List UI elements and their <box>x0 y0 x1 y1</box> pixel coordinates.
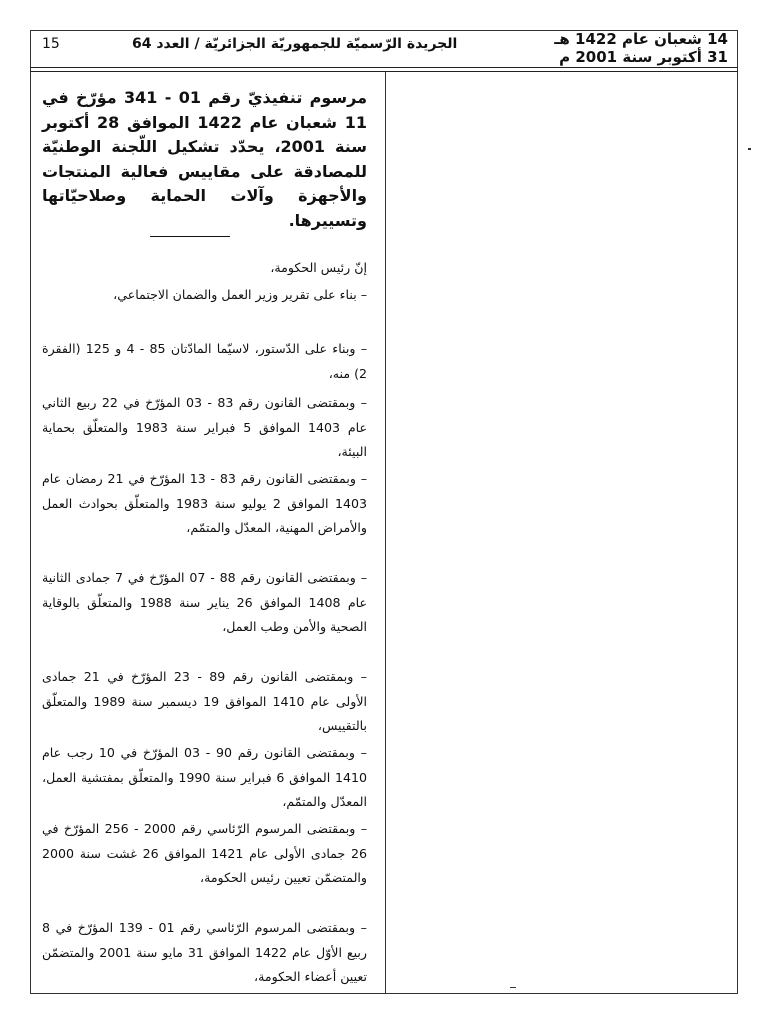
decree-title: مرسوم تنفيذيّ رقم 01 - 341 مؤرّخ في 11 شعبان عام 1422 الموافق 28 أكتوبر سنة 2001، يحدّد تشكيل اللّجنة الوطنيّة للمصادقة على مقاييس فعالية المنتجات والأجهزة وآلات الحماية وصلاحيّاتها وتسييرها. <box>42 88 368 230</box>
decree-paragraph: – وبمقتضى القانون رقم 83 - 13 المؤرّخ في 21 رمضان عام 1403 الموافق 2 يوليو سنة 1983 والمتعلّق بحوادث العمل والأمراض المهنية، المعدّل والمتمّم، <box>42 471 367 535</box>
page-frame-right <box>737 30 738 994</box>
decree-paragraph: – وبمقتضى المرسوم الرّئاسي رقم 2000 - 256 المؤرّخ في 26 جمادى الأولى عام 1421 الموافق 26 غشت سنة 2000 والمتضمّن تعيين رئيس الحكومة، <box>42 821 367 885</box>
title-separator <box>150 236 230 237</box>
scan-speck <box>748 148 751 150</box>
page-frame-bottom <box>30 993 738 994</box>
column-divider <box>385 72 386 993</box>
decree-paragraph: – وبمقتضى المرسوم الرّئاسي رقم 01 - 139 المؤرّخ في 8 ربيع الأوّل عام 1422 الموافق 31 مايو سنة 2001 والمتضمّن تعيين أعضاء الحكومة، <box>42 920 367 984</box>
decree-intro: إنّ رئيس الحكومة، <box>270 260 367 275</box>
page-number: 15 <box>42 36 60 52</box>
header-date-hijri: 14 شعبان عام 1422 هـ <box>554 30 728 48</box>
header-date-gregorian: 31 أكتوبر سنة 2001 م <box>559 48 728 66</box>
header-journal-title: الجريدة الرّسميّة للجمهوريّة الجزائريّة / العدد 64 <box>132 36 458 52</box>
decree-paragraph: – بناء على تقرير وزير العمل والضمان الاجتماعي، <box>113 287 367 302</box>
decree-paragraph: – وبمقتضى القانون رقم 89 - 23 المؤرّخ في 21 جمادى الأولى عام 1410 الموافق 19 ديسمبر سنة 1989 والمتعلّق بالتقييس، <box>42 669 367 733</box>
page-frame-left <box>30 30 31 994</box>
scan-speck <box>510 987 516 988</box>
decree-paragraph: – وبمقتضى القانون رقم 83 - 03 المؤرّخ في 22 ربيع الثاني عام 1403 الموافق 5 فبراير سنة 1983 والمتعلّق بحماية البيئة، <box>42 395 367 459</box>
decree-paragraph: – وبمقتضى القانون رقم 88 - 07 المؤرّخ في 7 جمادى الثانية عام 1408 الموافق 26 يناير سنة 1988 والمتعلّق بالوقاية الصحية والأمن وطب العمل، <box>42 570 367 634</box>
decree-paragraph: – وبمقتضى القانون رقم 90 - 03 المؤرّخ في 10 رجب عام 1410 الموافق 6 فبراير سنة 1990 والمتعلّق بمفتشية العمل، المعدّل والمتمّم، <box>42 745 367 809</box>
header-rule <box>30 71 738 72</box>
header-rule <box>30 67 738 68</box>
decree-paragraph: – وبناء على الدّستور، لاسيّما المادّتان 85 - 4 و 125 (الفقرة 2) منه، <box>42 341 367 381</box>
